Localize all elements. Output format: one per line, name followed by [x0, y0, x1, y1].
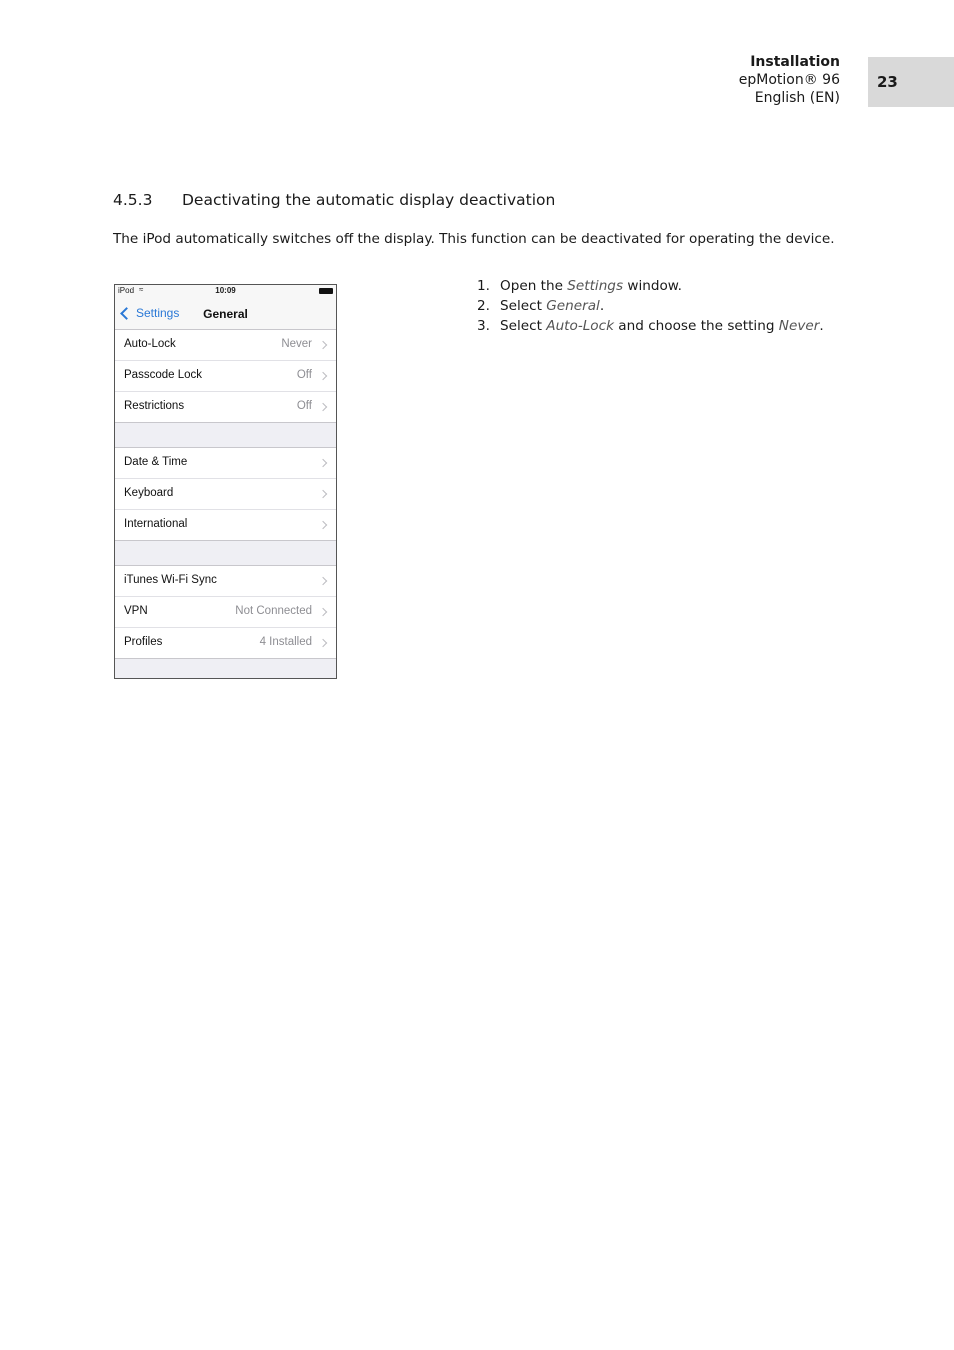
- status-time: 10:09: [215, 286, 236, 295]
- carrier-label: iPod: [118, 286, 135, 295]
- step-item: [477, 316, 824, 336]
- group-spacer: [115, 541, 336, 565]
- row-value: Not Connected: [235, 605, 312, 617]
- language-label: English (EN): [754, 90, 840, 106]
- settings-row-vpn[interactable]: [115, 597, 336, 628]
- settings-row-date-time[interactable]: [115, 448, 336, 479]
- chevron-right-icon: [319, 608, 327, 616]
- step-item: [477, 296, 824, 316]
- ipod-screenshot: [114, 284, 337, 679]
- step-emphasis: Settings: [567, 278, 624, 294]
- settings-row-auto-lock[interactable]: [115, 330, 336, 361]
- step-text: and choose the setting: [613, 318, 779, 334]
- row-value: Off: [296, 369, 312, 381]
- wifi-icon: ≈: [139, 285, 144, 294]
- step-number: 3.: [477, 318, 490, 334]
- row-label: Auto-Lock: [124, 338, 176, 350]
- page-number-tab: [868, 57, 954, 107]
- group-spacer: [115, 423, 336, 447]
- chevron-right-icon: [319, 490, 327, 498]
- row-value: Never: [281, 338, 312, 350]
- settings-row-passcode-lock[interactable]: [115, 361, 336, 392]
- nav-bar: [115, 298, 336, 330]
- settings-group: [115, 565, 336, 659]
- row-label: Date & Time: [124, 456, 188, 468]
- step-text: Open the: [500, 278, 568, 294]
- step-emphasis: Never: [778, 318, 820, 334]
- step-emphasis: Auto-Lock: [546, 318, 614, 334]
- chevron-right-icon: [319, 341, 327, 349]
- settings-row-international[interactable]: [115, 510, 336, 540]
- settings-group: [115, 447, 336, 541]
- chapter-title: Installation: [750, 54, 840, 70]
- step-text: Select: [500, 298, 547, 314]
- row-label: Restrictions: [124, 400, 185, 412]
- step-number: 1.: [477, 278, 490, 294]
- settings-row-keyboard[interactable]: [115, 479, 336, 510]
- step-list: [477, 276, 824, 336]
- battery-icon: [319, 288, 333, 294]
- settings-row-itunes-wifi-sync[interactable]: [115, 566, 336, 597]
- step-emphasis: General: [546, 298, 600, 314]
- chevron-right-icon: [319, 459, 327, 467]
- step-text: .: [819, 318, 824, 334]
- row-label: Passcode Lock: [124, 369, 202, 381]
- chevron-right-icon: [319, 639, 327, 647]
- settings-row-profiles[interactable]: [115, 628, 336, 658]
- row-label: Profiles: [124, 636, 163, 648]
- section-title: Deactivating the automatic display deactivation: [182, 191, 556, 209]
- back-label: Settings: [136, 306, 180, 320]
- section-heading: [113, 191, 555, 209]
- chevron-right-icon: [319, 577, 327, 585]
- section-number: 4.5.3: [113, 191, 153, 209]
- status-bar: [115, 285, 336, 298]
- step-text: .: [599, 298, 605, 314]
- settings-group: [115, 330, 336, 423]
- step-text: Select: [500, 318, 547, 334]
- row-label: iTunes Wi-Fi Sync: [124, 574, 217, 586]
- row-label: International: [124, 518, 188, 530]
- intro-paragraph: The iPod automatically switches off the display. This function can be deactivated for operating the device.: [113, 231, 835, 247]
- step-text: window.: [623, 278, 682, 294]
- row-value: 4 Installed: [259, 636, 312, 648]
- chevron-right-icon: [319, 403, 327, 411]
- step-item: [477, 276, 824, 296]
- row-label: VPN: [124, 605, 148, 617]
- step-number: 2.: [477, 298, 490, 314]
- chevron-right-icon: [319, 372, 327, 380]
- chevron-right-icon: [319, 521, 327, 529]
- settings-row-restrictions[interactable]: [115, 392, 336, 422]
- page-number: 23: [877, 73, 898, 91]
- nav-title: General: [203, 307, 248, 321]
- running-header: [739, 53, 840, 107]
- product-name: epMotion® 96: [738, 72, 840, 88]
- row-value: Off: [296, 400, 312, 412]
- row-label: Keyboard: [124, 487, 174, 499]
